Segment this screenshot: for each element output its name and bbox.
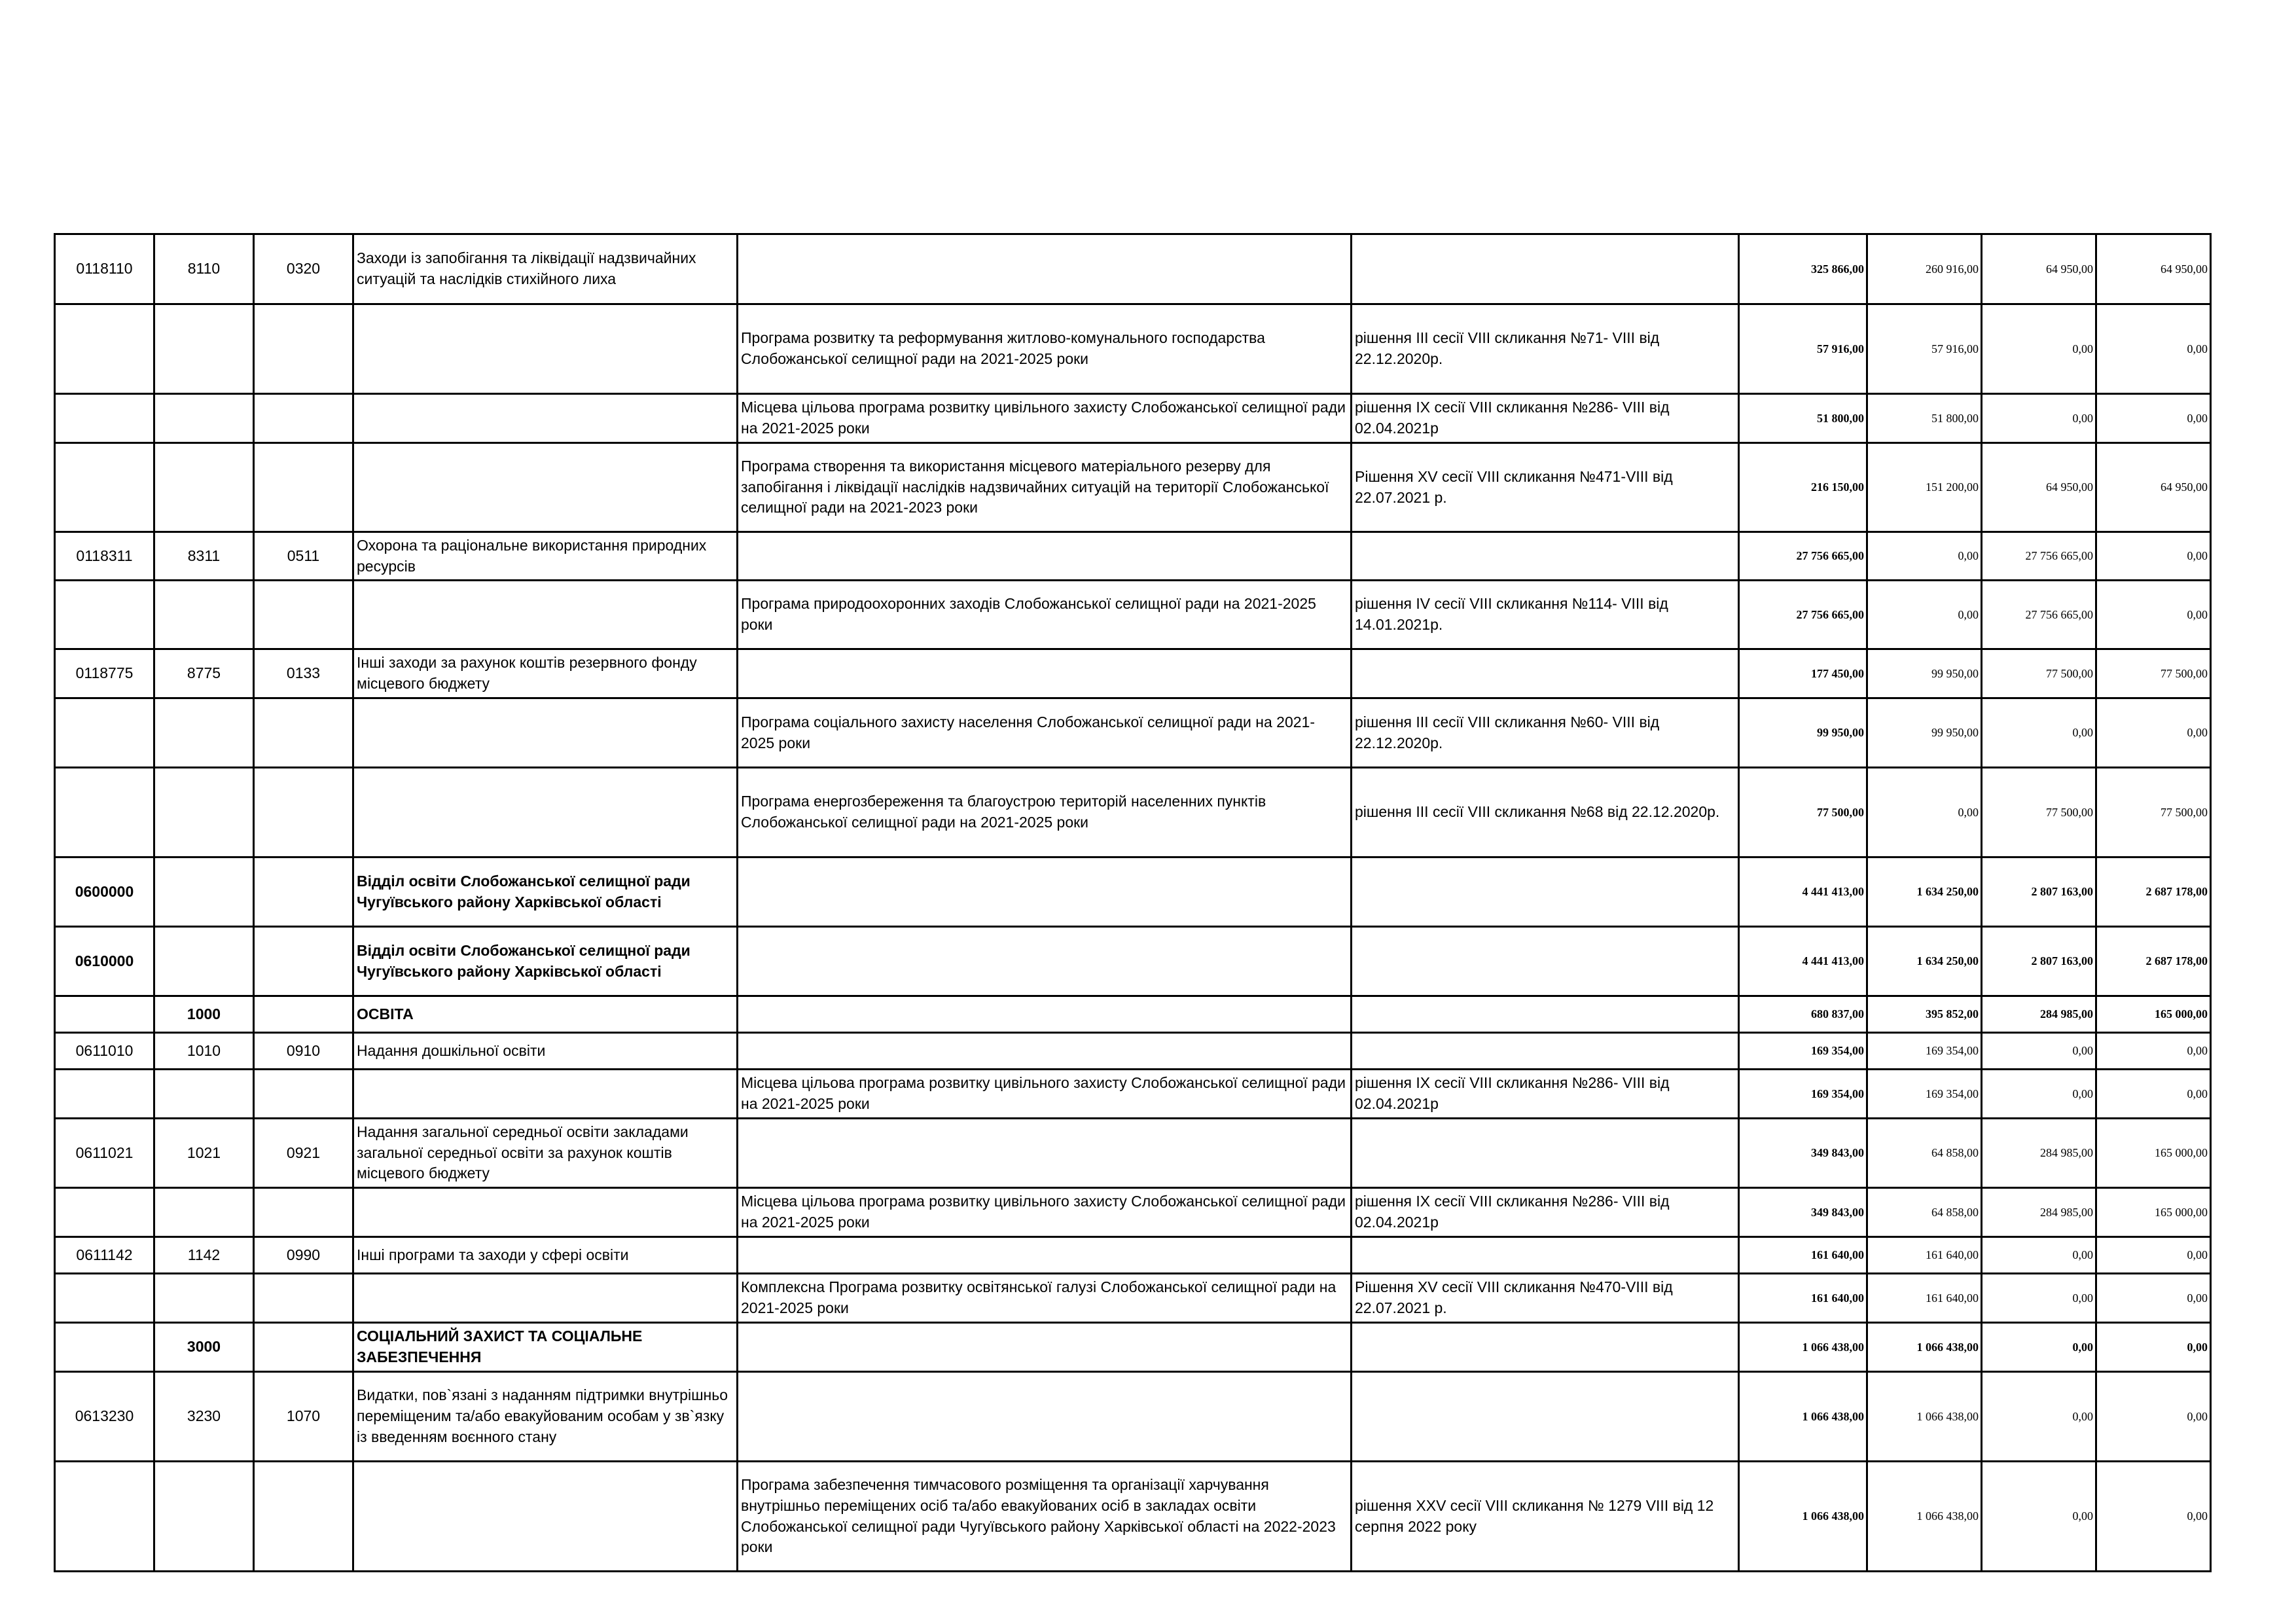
program-code-cell [55, 394, 154, 443]
total-amount-cell: 161 640,00 [1739, 1237, 1867, 1274]
special-fund-cell: 0,00 [1982, 1323, 2096, 1372]
expenditure-name-cell: Охорона та раціональне використання природних ресурсів [353, 532, 738, 581]
program-code-cell [55, 698, 154, 768]
function-code-cell [154, 1070, 254, 1119]
table-row [55, 1033, 2211, 1070]
decision-cell: рішення III сесії VIII скликання №71- VIII від 22.12.2020р. [1352, 304, 1739, 394]
total-amount-cell: 4 441 413,00 [1739, 927, 1867, 996]
program-code-cell [55, 1323, 154, 1372]
development-budget-cell: 165 000,00 [2096, 996, 2211, 1033]
general-fund-cell: 260 916,00 [1867, 234, 1982, 304]
total-amount-cell: 349 843,00 [1739, 1119, 1867, 1188]
program-name-cell [738, 1323, 1352, 1372]
program-code-cell: 0118775 [55, 649, 154, 698]
function-code-cell [154, 394, 254, 443]
total-amount-cell: 1 066 438,00 [1739, 1372, 1867, 1462]
total-amount-cell: 177 450,00 [1739, 649, 1867, 698]
table-row [55, 768, 2211, 857]
expenditure-name-cell [353, 581, 738, 649]
program-name-cell: Програма природоохоронних заходів Слобожанської селищної ради на 2021-2025 роки [738, 581, 1352, 649]
special-fund-cell: 0,00 [1982, 1237, 2096, 1274]
decision-cell [1352, 649, 1739, 698]
classification-code-cell [254, 443, 353, 532]
decision-cell: рішення III сесії VIII скликання №68 від 22.12.2020р. [1352, 768, 1739, 857]
total-amount-cell: 51 800,00 [1739, 394, 1867, 443]
total-amount-cell: 77 500,00 [1739, 768, 1867, 857]
development-budget-cell: 0,00 [2096, 1323, 2211, 1372]
program-name-cell: Місцева цільова програма розвитку цивільного захисту Слобожанської селищної ради на 2021-2025 роки [738, 394, 1352, 443]
general-fund-cell: 151 200,00 [1867, 443, 1982, 532]
function-code-cell: 8311 [154, 532, 254, 581]
special-fund-cell: 0,00 [1982, 394, 2096, 443]
decision-cell [1352, 1372, 1739, 1462]
special-fund-cell: 64 950,00 [1982, 234, 2096, 304]
development-budget-cell: 0,00 [2096, 394, 2211, 443]
total-amount-cell: 349 843,00 [1739, 1188, 1867, 1237]
classification-code-cell [254, 1070, 353, 1119]
development-budget-cell: 2 687 178,00 [2096, 857, 2211, 927]
budget-table [54, 233, 2212, 1572]
general-fund-cell: 0,00 [1867, 532, 1982, 581]
general-fund-cell: 169 354,00 [1867, 1033, 1982, 1070]
classification-code-cell [254, 394, 353, 443]
development-budget-cell: 0,00 [2096, 1462, 2211, 1572]
development-budget-cell: 165 000,00 [2096, 1188, 2211, 1237]
function-code-cell: 8110 [154, 234, 254, 304]
function-code-cell [154, 857, 254, 927]
table-row [55, 1274, 2211, 1323]
program-name-cell [738, 1033, 1352, 1070]
classification-code-cell: 0990 [254, 1237, 353, 1274]
program-code-cell: 0118311 [55, 532, 154, 581]
program-code-cell [55, 581, 154, 649]
development-budget-cell: 0,00 [2096, 1372, 2211, 1462]
classification-code-cell: 1070 [254, 1372, 353, 1462]
total-amount-cell: 4 441 413,00 [1739, 857, 1867, 927]
decision-cell: Рішення XV сесії VIII скликання №471-VIII від 22.07.2021 р. [1352, 443, 1739, 532]
decision-cell: рішення IV сесії VIII скликання №114- VIII від 14.01.2021р. [1352, 581, 1739, 649]
development-budget-cell: 77 500,00 [2096, 768, 2211, 857]
expenditure-name-cell [353, 1462, 738, 1572]
development-budget-cell: 0,00 [2096, 304, 2211, 394]
program-code-cell [55, 768, 154, 857]
total-amount-cell: 1 066 438,00 [1739, 1323, 1867, 1372]
program-name-cell: Місцева цільова програма розвитку цивільного захисту Слобожанської селищної ради на 2021-2025 роки [738, 1188, 1352, 1237]
classification-code-cell [254, 1462, 353, 1572]
development-budget-cell: 0,00 [2096, 1274, 2211, 1323]
program-name-cell: Програма розвитку та реформування житлово-комунального господарства Слобожанської селищної ради на 2021-2025 роки [738, 304, 1352, 394]
program-name-cell [738, 1372, 1352, 1462]
table-row [55, 996, 2211, 1033]
expenditure-name-cell [353, 768, 738, 857]
program-code-cell [55, 1274, 154, 1323]
general-fund-cell: 64 858,00 [1867, 1119, 1982, 1188]
program-name-cell: Комплексна Програма розвитку освітянської галузі Слобожанської селищної ради на 2021-2025 роки [738, 1274, 1352, 1323]
function-code-cell [154, 768, 254, 857]
function-code-cell [154, 1274, 254, 1323]
function-code-cell: 1142 [154, 1237, 254, 1274]
function-code-cell: 1000 [154, 996, 254, 1033]
program-name-cell [738, 532, 1352, 581]
function-code-cell: 3000 [154, 1323, 254, 1372]
special-fund-cell: 77 500,00 [1982, 768, 2096, 857]
program-name-cell: Програма соціального захисту населення Слобожанської селищної ради на 2021-2025 роки [738, 698, 1352, 768]
development-budget-cell: 0,00 [2096, 1237, 2211, 1274]
decision-cell [1352, 234, 1739, 304]
development-budget-cell: 0,00 [2096, 698, 2211, 768]
function-code-cell: 8775 [154, 649, 254, 698]
expenditure-name-cell: Відділ освіти Слобожанської селищної ради Чугуївського району Харківської області [353, 857, 738, 927]
development-budget-cell: 165 000,00 [2096, 1119, 2211, 1188]
function-code-cell [154, 581, 254, 649]
table-row [55, 234, 2211, 304]
classification-code-cell [254, 304, 353, 394]
table-row [55, 532, 2211, 581]
total-amount-cell: 169 354,00 [1739, 1033, 1867, 1070]
program-code-cell: 0600000 [55, 857, 154, 927]
general-fund-cell: 161 640,00 [1867, 1274, 1982, 1323]
expenditure-name-cell [353, 1188, 738, 1237]
general-fund-cell: 57 916,00 [1867, 304, 1982, 394]
decision-cell: рішення IX сесії VIII скликання №286- VIII від 02.04.2021р [1352, 394, 1739, 443]
classification-code-cell: 0910 [254, 1033, 353, 1070]
program-name-cell [738, 996, 1352, 1033]
program-name-cell [738, 927, 1352, 996]
classification-code-cell [254, 581, 353, 649]
expenditure-name-cell: СОЦІАЛЬНИЙ ЗАХИСТ ТА СОЦІАЛЬНЕ ЗАБЕЗПЕЧЕННЯ [353, 1323, 738, 1372]
function-code-cell [154, 1188, 254, 1237]
expenditure-name-cell [353, 394, 738, 443]
table-row [55, 304, 2211, 394]
general-fund-cell: 64 858,00 [1867, 1188, 1982, 1237]
program-code-cell: 0613230 [55, 1372, 154, 1462]
function-code-cell [154, 443, 254, 532]
program-name-cell [738, 1119, 1352, 1188]
table-row [55, 443, 2211, 532]
decision-cell [1352, 1119, 1739, 1188]
table-row [55, 698, 2211, 768]
special-fund-cell: 0,00 [1982, 1274, 2096, 1323]
expenditure-name-cell: Інші програми та заходи у сфері освіти [353, 1237, 738, 1274]
program-name-cell [738, 857, 1352, 927]
classification-code-cell [254, 768, 353, 857]
classification-code-cell [254, 1188, 353, 1237]
development-budget-cell: 77 500,00 [2096, 649, 2211, 698]
program-name-cell: Програма забезпечення тимчасового розміщення та організації харчування внутрішньо переміщених осіб та/або евакуйованих осіб в закладах освіти Слобожанської селищної ради Чугуївського району Харківської області на 2022-2023 роки [738, 1462, 1352, 1572]
function-code-cell [154, 927, 254, 996]
program-code-cell [55, 304, 154, 394]
special-fund-cell: 0,00 [1982, 698, 2096, 768]
total-amount-cell: 161 640,00 [1739, 1274, 1867, 1323]
total-amount-cell: 169 354,00 [1739, 1070, 1867, 1119]
special-fund-cell: 284 985,00 [1982, 1119, 2096, 1188]
total-amount-cell: 325 866,00 [1739, 234, 1867, 304]
table-row [55, 1188, 2211, 1237]
expenditure-name-cell: ОСВІТА [353, 996, 738, 1033]
general-fund-cell: 161 640,00 [1867, 1237, 1982, 1274]
general-fund-cell: 1 634 250,00 [1867, 857, 1982, 927]
table-row [55, 1323, 2211, 1372]
table-row [55, 581, 2211, 649]
development-budget-cell: 2 687 178,00 [2096, 927, 2211, 996]
decision-cell [1352, 996, 1739, 1033]
decision-cell [1352, 1033, 1739, 1070]
decision-cell: рішення IX сесії VIII скликання №286- VIII від 02.04.2021р [1352, 1070, 1739, 1119]
classification-code-cell: 0320 [254, 234, 353, 304]
expenditure-name-cell: Інші заходи за рахунок коштів резервного фонду місцевого бюджету [353, 649, 738, 698]
decision-cell: рішення XXV сесії VIII скликання № 1279 VIII від 12 серпня 2022 року [1352, 1462, 1739, 1572]
decision-cell: Рішення XV сесії VIII скликання №470-VIII від 22.07.2021 р. [1352, 1274, 1739, 1323]
decision-cell: рішення IX сесії VIII скликання №286- VIII від 02.04.2021р [1352, 1188, 1739, 1237]
special-fund-cell: 0,00 [1982, 1462, 2096, 1572]
expenditure-name-cell: Надання дошкільної освіти [353, 1033, 738, 1070]
development-budget-cell: 0,00 [2096, 1070, 2211, 1119]
table-row [55, 1070, 2211, 1119]
general-fund-cell: 169 354,00 [1867, 1070, 1982, 1119]
table-row [55, 394, 2211, 443]
general-fund-cell: 1 066 438,00 [1867, 1462, 1982, 1572]
special-fund-cell: 0,00 [1982, 1033, 2096, 1070]
table-row [55, 1462, 2211, 1572]
special-fund-cell: 64 950,00 [1982, 443, 2096, 532]
table-row [55, 927, 2211, 996]
function-code-cell: 1021 [154, 1119, 254, 1188]
program-name-cell [738, 649, 1352, 698]
total-amount-cell: 216 150,00 [1739, 443, 1867, 532]
special-fund-cell: 77 500,00 [1982, 649, 2096, 698]
program-name-cell: Програма енергозбереження та благоустрою територій населенних пунктів Слобожанської селищної ради на 2021-2025 роки [738, 768, 1352, 857]
classification-code-cell [254, 1274, 353, 1323]
classification-code-cell [254, 996, 353, 1033]
program-name-cell: Програма створення та використання місцевого матеріального резерву для запобігання і ліквідації наслідків надзвичайних ситуацій на території Слобожанської селищної ради на 2021-2023 роки [738, 443, 1352, 532]
decision-cell [1352, 1237, 1739, 1274]
function-code-cell [154, 304, 254, 394]
function-code-cell: 1010 [154, 1033, 254, 1070]
general-fund-cell: 1 634 250,00 [1867, 927, 1982, 996]
classification-code-cell: 0511 [254, 532, 353, 581]
program-code-cell [55, 443, 154, 532]
total-amount-cell: 680 837,00 [1739, 996, 1867, 1033]
classification-code-cell [254, 1323, 353, 1372]
total-amount-cell: 27 756 665,00 [1739, 581, 1867, 649]
program-name-cell [738, 234, 1352, 304]
program-code-cell [55, 1188, 154, 1237]
classification-code-cell [254, 857, 353, 927]
general-fund-cell: 0,00 [1867, 768, 1982, 857]
special-fund-cell: 0,00 [1982, 1070, 2096, 1119]
program-code-cell: 0610000 [55, 927, 154, 996]
special-fund-cell: 2 807 163,00 [1982, 857, 2096, 927]
program-code-cell: 0611142 [55, 1237, 154, 1274]
program-code-cell [55, 1070, 154, 1119]
general-fund-cell: 99 950,00 [1867, 649, 1982, 698]
table-row [55, 857, 2211, 927]
general-fund-cell: 395 852,00 [1867, 996, 1982, 1033]
program-name-cell [738, 1237, 1352, 1274]
development-budget-cell: 64 950,00 [2096, 443, 2211, 532]
decision-cell [1352, 532, 1739, 581]
total-amount-cell: 1 066 438,00 [1739, 1462, 1867, 1572]
program-code-cell: 0118110 [55, 234, 154, 304]
program-code-cell: 0611021 [55, 1119, 154, 1188]
general-fund-cell: 99 950,00 [1867, 698, 1982, 768]
table-row [55, 1119, 2211, 1188]
expenditure-name-cell [353, 698, 738, 768]
expenditure-name-cell [353, 304, 738, 394]
special-fund-cell: 0,00 [1982, 1372, 2096, 1462]
function-code-cell: 3230 [154, 1372, 254, 1462]
function-code-cell [154, 1462, 254, 1572]
general-fund-cell: 0,00 [1867, 581, 1982, 649]
total-amount-cell: 27 756 665,00 [1739, 532, 1867, 581]
decision-cell [1352, 927, 1739, 996]
special-fund-cell: 284 985,00 [1982, 996, 2096, 1033]
development-budget-cell: 0,00 [2096, 1033, 2211, 1070]
special-fund-cell: 0,00 [1982, 304, 2096, 394]
expenditure-name-cell: Надання загальної середньої освіти закладами загальної середньої освіти за рахунок коштів місцевого бюджету [353, 1119, 738, 1188]
classification-code-cell [254, 927, 353, 996]
general-fund-cell: 1 066 438,00 [1867, 1323, 1982, 1372]
function-code-cell [154, 698, 254, 768]
expenditure-name-cell: Заходи із запобігання та ліквідації надзвичайних ситуацій та наслідків стихійного лиха [353, 234, 738, 304]
expenditure-name-cell [353, 1070, 738, 1119]
program-name-cell: Місцева цільова програма розвитку цивільного захисту Слобожанської селищної ради на 2021-2025 роки [738, 1070, 1352, 1119]
table-row [55, 649, 2211, 698]
expenditure-name-cell [353, 1274, 738, 1323]
expenditure-name-cell [353, 443, 738, 532]
total-amount-cell: 57 916,00 [1739, 304, 1867, 394]
program-code-cell [55, 996, 154, 1033]
development-budget-cell: 0,00 [2096, 581, 2211, 649]
expenditure-name-cell: Відділ освіти Слобожанської селищної ради Чугуївського району Харківської області [353, 927, 738, 996]
classification-code-cell: 0921 [254, 1119, 353, 1188]
special-fund-cell: 284 985,00 [1982, 1188, 2096, 1237]
general-fund-cell: 1 066 438,00 [1867, 1372, 1982, 1462]
special-fund-cell: 27 756 665,00 [1982, 581, 2096, 649]
special-fund-cell: 2 807 163,00 [1982, 927, 2096, 996]
general-fund-cell: 51 800,00 [1867, 394, 1982, 443]
total-amount-cell: 99 950,00 [1739, 698, 1867, 768]
development-budget-cell: 0,00 [2096, 532, 2211, 581]
expenditure-name-cell: Видатки, пов`язані з наданням підтримки внутрішньо переміщеним та/або евакуйованим особам у зв`язку із введенням воєнного стану [353, 1372, 738, 1462]
table-row [55, 1372, 2211, 1462]
program-code-cell [55, 1462, 154, 1572]
program-code-cell: 0611010 [55, 1033, 154, 1070]
special-fund-cell: 27 756 665,00 [1982, 532, 2096, 581]
decision-cell [1352, 857, 1739, 927]
classification-code-cell: 0133 [254, 649, 353, 698]
development-budget-cell: 64 950,00 [2096, 234, 2211, 304]
decision-cell [1352, 1323, 1739, 1372]
classification-code-cell [254, 698, 353, 768]
table-row [55, 1237, 2211, 1274]
decision-cell: рішення III сесії VIII скликання №60- VIII від 22.12.2020р. [1352, 698, 1739, 768]
